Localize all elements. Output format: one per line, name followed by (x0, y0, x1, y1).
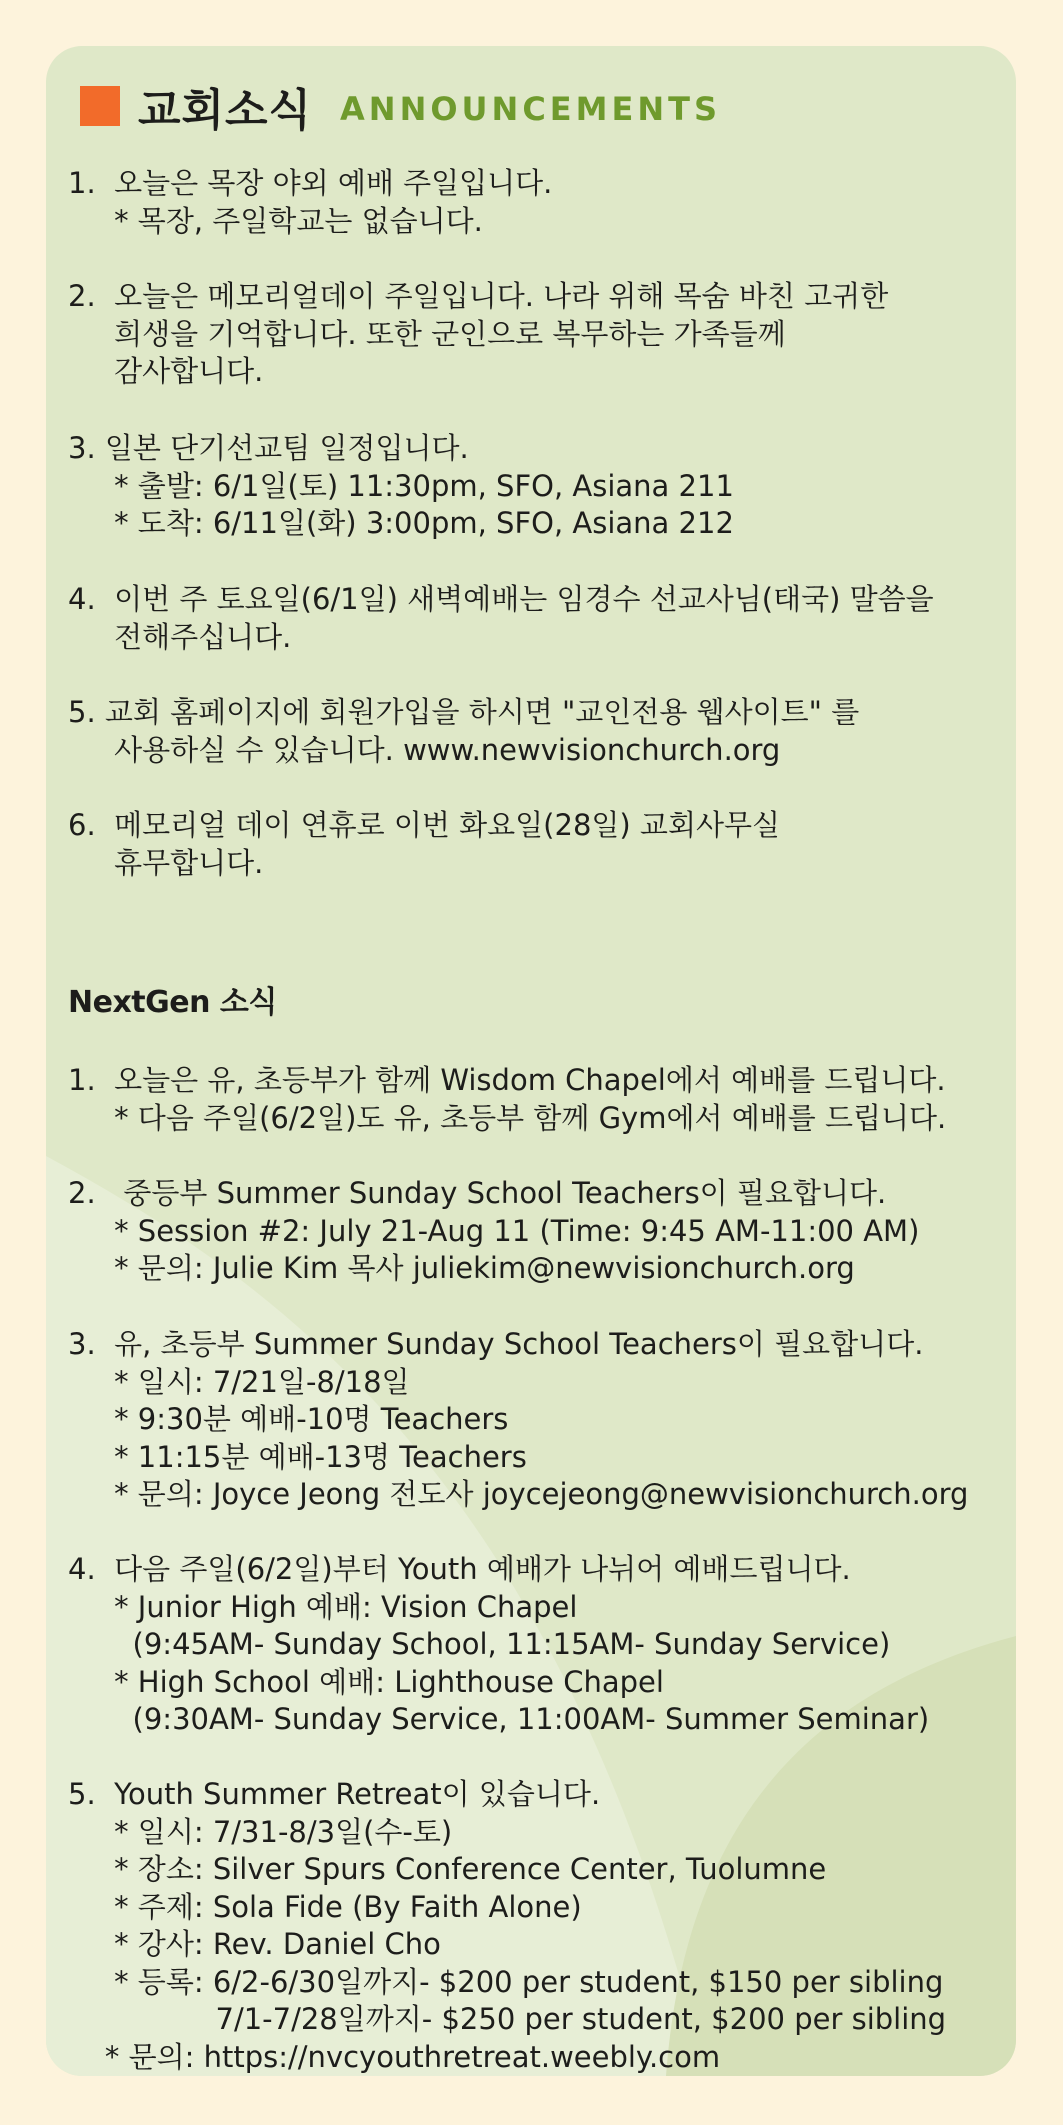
nextgen-item-1 (68, 1062, 1003, 1137)
nextgen-item-2 (68, 1175, 1003, 1288)
announcement-line: 휴무합니다. (68, 845, 264, 880)
announcement-line: 사용하실 수 있습니다. www.newvisionchurch.org (68, 732, 781, 767)
nextgen-line: * Session #2: July 21-Aug 11 (Time: 9:45 AM-11:00 AM) (68, 1213, 920, 1248)
nextgen-heading: NextGen 소식 (68, 985, 277, 1020)
nextgen-line: 3. 유, 초등부 Summer Sunday School Teachers이 필요합니다. (68, 1327, 924, 1361)
nextgen-line: 4. 다음 주일(6/2일)부터 Youth 예배가 나뉘어 예배드립니다. (68, 1552, 851, 1586)
nextgen-line: * 등록: 6/2-6/30일까지- $200 per student, $150 per sibling (68, 1964, 944, 1999)
nextgen-line: * 9:30분 예배-10명 Teachers (68, 1402, 509, 1436)
title-korean: 교회소식 (138, 85, 313, 136)
announcement-item-2 (68, 278, 1003, 391)
announcement-item-4 (68, 581, 1003, 656)
announcement-line: 감사합니다. (68, 354, 264, 388)
orange-square-icon (80, 86, 120, 126)
announcement-line: 1. 오늘은 목장 야외 예배 주일입니다. (68, 166, 553, 200)
nextgen-line: 2. 중등부 Summer Sunday School Teachers이 필요합니다. (68, 1176, 887, 1210)
nextgen-item-5 (68, 1776, 1003, 2076)
announcement-line: 2. 오늘은 메모리얼데이 주일입니다. 나라 위해 목숨 바친 고귀한 (68, 279, 889, 313)
announcement-item-5 (68, 694, 1003, 769)
title-english: ANNOUNCEMENTS (340, 90, 722, 128)
header (80, 76, 721, 136)
nextgen-line: * High School 예배: Lighthouse Chapel (68, 1664, 664, 1699)
nextgen-line: * 주제: Sola Fide (By Faith Alone) (68, 1889, 582, 1924)
nextgen-item-4 (68, 1551, 1003, 1739)
announcement-line: 희생을 기억합니다. 또한 군인으로 복무하는 가족들께 (68, 316, 786, 351)
announcements-card (46, 46, 1016, 2076)
nextgen-item-3 (68, 1326, 1003, 1514)
announcement-item-1 (68, 165, 1003, 240)
announcement-line: 4. 이번 주 토요일(6/1일) 새벽예배는 임경수 선교사님(태국) 말씀을 (68, 582, 934, 616)
nextgen-line: * 11:15분 예배-13명 Teachers (68, 1439, 527, 1474)
nextgen-line: * 문의: Julie Kim 목사 juliekim@newvisionchurch.org (68, 1251, 855, 1285)
nextgen-line: * Junior High 예배: Vision Chapel (68, 1589, 578, 1624)
nextgen-line: * 다음 주일(6/2일)도 유, 초등부 함께 Gym에서 예배를 드립니다. (68, 1100, 947, 1135)
nextgen-line: 5. Youth Summer Retreat이 있습니다. (68, 1777, 601, 1811)
nextgen-line: (9:45AM- Sunday School, 11:15AM- Sunday Service) (68, 1627, 891, 1661)
announcement-line: 3. 일본 단기선교팀 일정입니다. (68, 431, 469, 465)
nextgen-line: * 강사: Rev. Daniel Cho (68, 1927, 441, 1961)
nextgen-line: * 문의: Joyce Jeong 전도사 joycejeong@newvisionchurch.org (68, 1477, 969, 1511)
nextgen-line: * 일시: 7/21일-8/18일 (68, 1364, 410, 1399)
announcement-line: * 목장, 주일학교는 없습니다. (68, 203, 483, 238)
nextgen-line: (9:30AM- Sunday Service, 11:00AM- Summer Seminar) (68, 1702, 930, 1736)
announcement-line: 6. 메모리얼 데이 연휴로 이번 화요일(28일) 교회사무실 (68, 808, 781, 842)
announcement-line: 전해주십니다. (68, 619, 292, 654)
announcement-item-6 (68, 807, 1003, 882)
retreat-website-link[interactable]: * 문의: https://nvcyouthretreat.weebly.com (68, 2039, 721, 2074)
nextgen-line: 1. 오늘은 유, 초등부가 함께 Wisdom Chapel에서 예배를 드립니다. (68, 1063, 946, 1097)
announcement-item-3 (68, 430, 1003, 543)
announcement-line: * 도착: 6/11일(화) 3:00pm, SFO, Asiana 212 (68, 506, 734, 540)
announcement-line: * 출발: 6/1일(토) 11:30pm, SFO, Asiana 211 (68, 468, 734, 503)
announcement-line: 5. 교회 홈페이지에 회원가입을 하시면 "교인전용 웹사이트" 를 (68, 695, 860, 729)
nextgen-line: 7/1-7/28일까지- $250 per student, $200 per sibling (68, 2002, 947, 2036)
nextgen-line: * 일시: 7/31-8/3일(수-토) (68, 1814, 453, 1849)
nextgen-line: * 장소: Silver Spurs Conference Center, Tuolumne (68, 1852, 827, 1886)
